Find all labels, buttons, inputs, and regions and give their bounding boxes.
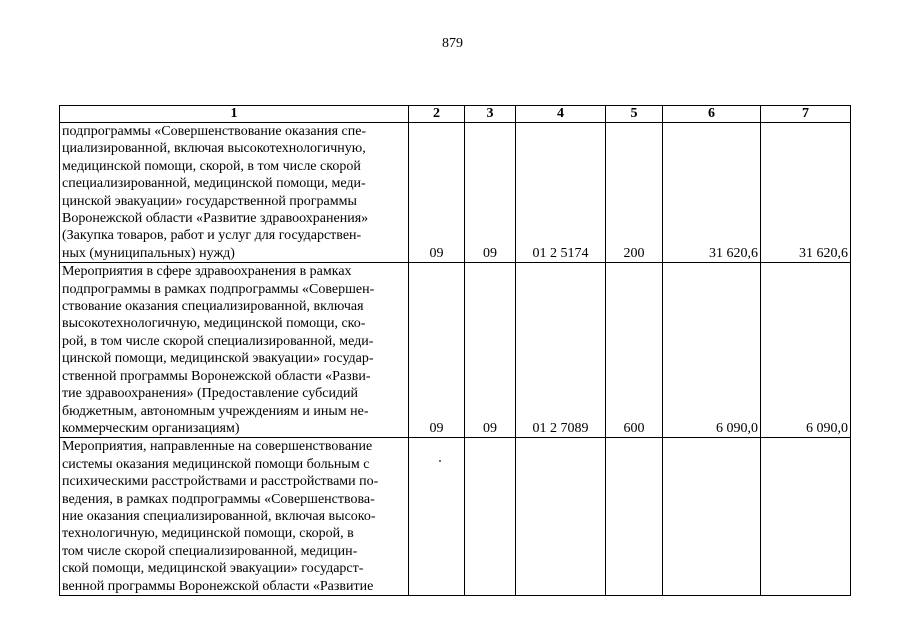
target-article-code: 01 2 7089 [516, 263, 606, 438]
scan-speck [439, 460, 441, 462]
amount-col-7 [761, 438, 851, 596]
page-number: 879 [442, 36, 463, 51]
table-row [60, 263, 851, 438]
column-header-7: 7 [761, 106, 851, 123]
section-code [409, 438, 465, 596]
amount-col-7: 31 620,6 [761, 123, 851, 263]
expense-type-code: 600 [606, 263, 663, 438]
table-row [60, 123, 851, 263]
subsection-code: 09 [465, 263, 516, 438]
column-header-4: 4 [516, 106, 606, 123]
header-row [60, 106, 851, 123]
subsection-code [465, 438, 516, 596]
column-header-1: 1 [60, 106, 409, 123]
amount-col-6: 6 090,0 [663, 263, 761, 438]
table-row [60, 438, 851, 596]
target-article-code [516, 438, 606, 596]
column-header-2: 2 [409, 106, 465, 123]
amount-col-6 [663, 438, 761, 596]
expense-type-code [606, 438, 663, 596]
amount-col-6: 31 620,6 [663, 123, 761, 263]
row-description: Мероприятия, направленные на совершенствование системы оказания медицинской помощи больным с психическими расстройствами и расстройствами по- ведения, в рамках подпрограммы «Совершенствова- ние оказания специализированной, включая высоко- технологичную, медицинской помощи, скорой, в том числе скорой специализированной, медицин- ской помощи, медицинской эвакуации» государст- венной программы Воронежской области «Развитие [60, 438, 409, 596]
column-header-6: 6 [663, 106, 761, 123]
section-code: 09 [409, 263, 465, 438]
amount-col-7: 6 090,0 [761, 263, 851, 438]
row-description: Мероприятия в сфере здравоохранения в рамках подпрограммы в рамках подпрограммы «Совершен- ствование оказания специализированной, включая высокотехнологичную, медицинской помощи, ско- рой, в том числе скорой специализированной, меди- цинской помощи, медицинской эвакуации» государ- ственной программы Воронежской области «Разви- тие здравоохранения» (Предоставление субсидий бюджетным, автономным учреждениям и иным не- коммерческим организациям) [60, 263, 409, 438]
budget-table [59, 105, 851, 596]
column-header-3: 3 [465, 106, 516, 123]
target-article-code: 01 2 5174 [516, 123, 606, 263]
row-description: подпрограммы «Совершенствование оказания спе- циализированной, включая высокотехнологичную, медицинской помощи, скорой, в том числе скорой специализированной, медицинской помощи, меди- цинской эвакуации» государственной программы Воронежской области «Развитие здравоохранения» (Закупка товаров, работ и услуг для государствен- ных (муниципальных) нужд) [60, 123, 409, 263]
section-code: 09 [409, 123, 465, 263]
column-header-5: 5 [606, 106, 663, 123]
expense-type-code: 200 [606, 123, 663, 263]
subsection-code: 09 [465, 123, 516, 263]
